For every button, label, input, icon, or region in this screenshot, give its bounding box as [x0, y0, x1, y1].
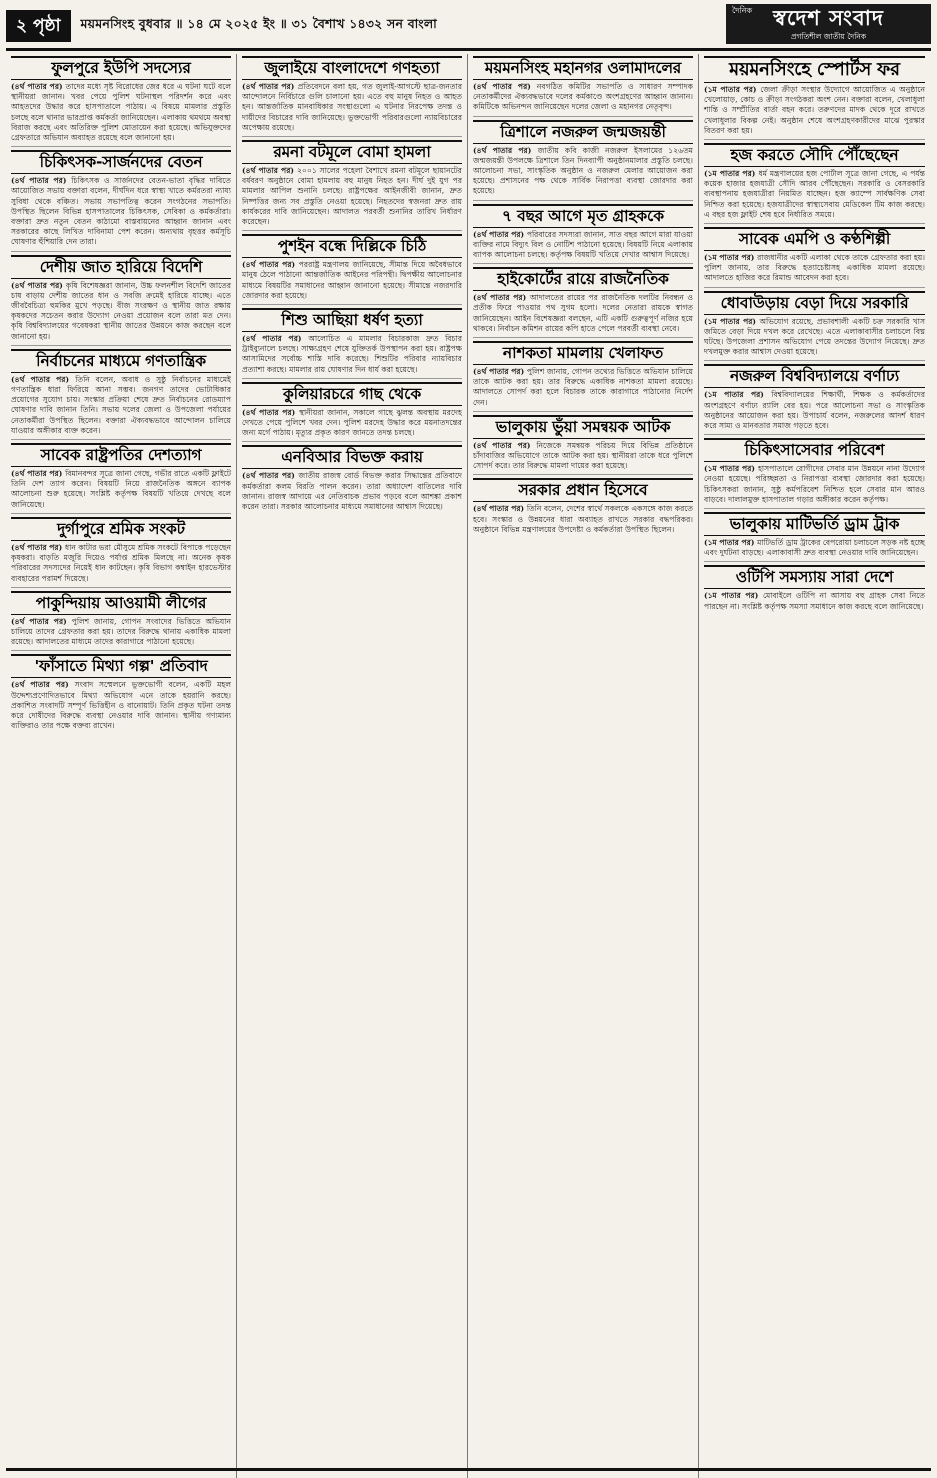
article-jump-label: (৪র্থ পাতার পর) — [11, 680, 75, 690]
article-body — [473, 441, 693, 472]
article-body — [704, 390, 925, 431]
article-body — [242, 334, 462, 375]
article — [11, 517, 231, 588]
article-text: মাটিভর্তি ড্রাম ট্রাকের বেপরোয়া চলাচলে সড়ক নষ্ট হচ্ছে এবং দুর্ঘটনা বাড়ছে। এলাকাবাসী দ্রুত ব্যবস্থা নেওয়ার দাবি জানিয়েছেন। — [704, 538, 925, 558]
article-text: হাসপাতালে রোগীদের সেবার মান উন্নয়নে নানা উদ্যোগ নেওয়া হয়েছে। পরিচ্ছন্নতা ও নিরাপত্তা ব্যবস্থা জোরদার করা হয়েছে। চিকিৎসকরা জানান, সুষ্ঠু কর্মপরিবেশ নিশ্চিত হলে সেবার মান আরও বাড়বে। দালালমুক্ত হাসপাতাল গড়ার অঙ্গীকার করেন কর্তৃপক্ষ। — [704, 464, 925, 504]
newspaper-logo — [726, 4, 931, 44]
article-jump-label: (৪র্থ পাতার পর) — [473, 145, 538, 155]
article-jump-label: (৪র্থ পাতার পর) — [242, 82, 298, 91]
article-jump-label: (৪র্থ পাতার পর) — [473, 293, 530, 303]
article — [704, 227, 925, 288]
article-jump-label: (১ম পাতার পর) — [704, 390, 772, 400]
article-body — [704, 591, 925, 611]
article — [473, 415, 693, 476]
column-3 — [468, 54, 699, 1478]
article-headline: হজ করতে সৌদি পৌঁছেছেন — [704, 143, 925, 167]
article-headline: দেশীয় জাত হারিয়ে বিদেশি — [11, 255, 231, 279]
article-body — [473, 146, 693, 197]
article-text: ধর্ম মন্ত্রণালয়ের হজ পোর্টাল সূত্রে জানা গেছে, এ পর্যন্ত কয়েক হাজার হজযাত্রী সৌদি আরব পৌঁছেছেন। সরকারি ও বেসরকারি ব্যবস্থাপনায় হজযাত্রীরা নিয়মিত যাচ্ছেন। হজ ক্যাম্পে সার্বক্ষণিক সেবা নিশ্চিত করা হয়েছে। হজযাত্রীদের স্বাস্থ্যসেবায় মেডিকেল টিম কাজ করছে। এ বছর হজ ফ্লাইট শেষ হবে নির্ধারিত সময়ে। — [704, 169, 925, 219]
article-text: সংবাদ সম্মেলনে ভুক্তভোগী বলেন, একটি মহল উদ্দেশ্যপ্রণোদিতভাবে মিথ্যা অভিযোগ এনে তাকে হয়রানি করছে। প্রকাশিত সংবাদটি সম্পূর্ণ ভিত্তিহীন ও বানোয়াট। তিনি প্রকৃত ঘটনা তদন্ত করে দোষীদের বিরুদ্ধে ব্যবস্থা নেওয়ার দাবি জানান। স্থানীয় গণ্যমান্য ব্যক্তিরাও তার পক্ষে বক্তব্য রাখেন। — [11, 680, 231, 731]
article — [473, 478, 693, 538]
article-headline: পাকুন্দিয়ায় আওয়ামী লীগের — [11, 591, 231, 615]
article-body — [11, 281, 231, 342]
page-number: ২ পৃষ্ঠা — [6, 10, 71, 42]
column-4 — [699, 54, 930, 1478]
article-text: ধান কাটার ভরা মৌসুমে শ্রমিক সংকটে বিপাকে পড়েছেন কৃষকরা। বাড়তি মজুরি দিয়েও পর্যাপ্ত শ্রমিক মিলছে না। অনেক কৃষক পরিবারের সদস্যদের নিয়েই ধান কাটছেন। কৃষি বিভাগ কম্বাইন হারভেস্টার ব্যবহারের পরামর্শ দিয়েছে। — [11, 542, 231, 583]
article-body — [11, 617, 231, 648]
footer-rule — [6, 1468, 931, 1471]
article-text: আদালতের রায়ের পর রাজনৈতিক দলটির নিবন্ধন ও প্রতীক ফিরে পাওয়ার পথ সুগম হলো। দলের নেতারা রায়কে স্বাগত জানিয়েছেন। আইন বিশেষজ্ঞরা বলছেন, এটি একটি গুরুত্বপূর্ণ নজির হয়ে থাকবে। নির্বাচন কমিশন রায়ের কপি হাতে পেলে পরবর্তী ব্যবস্থা নেবে। — [473, 293, 694, 333]
logo-name: স্বদেশ সংবাদ — [773, 5, 884, 30]
article — [11, 56, 231, 147]
article — [11, 591, 231, 652]
article-jump-label: (৪র্থ পাতার পর) — [473, 367, 527, 377]
article-text: জাতীয় কবি কাজী নজরুল ইসলামের ১২৬তম জন্মজয়ন্তী উপলক্ষে ত্রিশালে তিন দিনব্যাপী অনুষ্ঠানমালার প্রস্তুতি চলছে। আলোচনা সভা, সাংস্কৃতিক অনুষ্ঠান ও নজরুল মেলার আয়োজন করা হয়েছে। প্রশাসনের পক্ষ থেকে সার্বিক নিরাপত্তা ব্যবস্থা জোরদার করা হয়েছে। — [473, 145, 694, 196]
article-body — [473, 82, 693, 113]
article-headline: রমনা বটমূলে বোমা হামলা — [242, 140, 462, 164]
article — [473, 341, 693, 412]
article-body — [11, 176, 231, 247]
article-text: পরিবারের সদস্যরা জানান, সাত বছর আগে মারা যাওয়া ব্যক্তির নামে বিদ্যুৎ বিল ও নোটিশ পাঠানো হয়েছে। বিষয়টি নিয়ে এলাকায় ব্যাপক আলোচনা চলছে। কর্তৃপক্ষ বিষয়টি খতিয়ে দেখার আশ্বাস দিয়েছে। — [473, 229, 693, 260]
article-text: তাদের মধ্যে সৃষ্ট বিরোধের জের ধরে এ ঘটনা ঘটে বলে স্থানীয়রা জানান। খবর পেয়ে পুলিশ ঘটনাস্থল পরিদর্শন করে এবং আহতদের উদ্ধার করে হাসপাতালে পাঠায়। এ বিষয়ে মামলার প্রস্তুতি চলছে বলে থানার ভারপ্রাপ্ত কর্মকর্তা জানিয়েছেন। এলাকায় থমথমে অবস্থা বিরাজ করছে এবং অতিরিক্ত পুলিশ মোতায়েন করা হয়েছে। অভিযুক্তদের গ্রেফতারে অভিযান অব্যাহত রয়েছে বলে জানানো হয়। — [11, 82, 231, 143]
article-body — [11, 543, 231, 584]
article-body — [242, 408, 462, 439]
article — [11, 443, 231, 514]
article-jump-label: (৪র্থ পাতার পর) — [11, 542, 65, 552]
masthead — [6, 4, 931, 51]
article-jump-label: (৪র্থ পাতার পর) — [242, 334, 309, 344]
article-jump-label: (১ম পাতার পর) — [704, 169, 759, 179]
article-jump-label: (৪র্থ পাতার পর) — [242, 407, 299, 417]
article-headline: 'ফাঁসাতে মিথ্যা গল্প' প্রতিবাদ — [11, 654, 231, 678]
article-headline: ধোবাউড়ায় বেড়া দিয়ে সরকারি — [704, 291, 925, 315]
article-headline: হাইকোর্টের রায়ে রাজনৈতিক — [473, 267, 693, 291]
article-text: জেলা ক্রীড়া সংস্থার উদ্যোগে আয়োজিত এ অনুষ্ঠানে খেলোয়াড়, কোচ ও ক্রীড়া সংগঠকরা অংশ নেন। বক্তারা বলেন, খেলাধুলা শান্তি ও সম্প্রীতির বার্তা বহন করে। তরুণদের মাদক থেকে দূরে রাখতে খেলাধুলার বিকল্প নেই। অনুষ্ঠান শেষে অংশগ্রহণকারীদের মাঝে পুরস্কার বিতরণ করা হয়। — [704, 85, 925, 135]
article — [704, 565, 925, 614]
article-headline: জুলাইয়ে বাংলাদেশে গণহত্যা — [242, 56, 462, 80]
article-body — [11, 375, 231, 436]
article — [242, 234, 462, 305]
article — [473, 204, 693, 265]
article-headline: দুর্গাপুরে শ্রমিক সংকট — [11, 517, 231, 541]
article-body — [704, 317, 925, 358]
article-body — [242, 260, 462, 301]
article-jump-label: (৪র্থ পাতার পর) — [11, 82, 66, 91]
article — [473, 120, 693, 201]
article-body — [473, 504, 693, 535]
article-text: পুলিশ জানায়, গোপন সংবাদের ভিত্তিতে অভিযান চালিয়ে তাদের গ্রেফতার করা হয়। তাদের বিরুদ্ধে থানায় একাধিক মামলা রয়েছে। আদালতের মাধ্যমে তাদের কারাগারে পাঠানো হয়েছে। — [11, 616, 231, 647]
column-2 — [237, 54, 468, 1478]
article-jump-label: (৪র্থ পাতার পর) — [11, 469, 66, 479]
article — [704, 143, 925, 224]
article-text: অভিযোগ রয়েছে, প্রভাবশালী একটি চক্র সরকারি খাস জমিতে বেড়া দিয়ে দখল করে রেখেছে। এতে এলাকাবাসীর চলাচলে বিঘ্ন ঘটছে। উপজেলা প্রশাসন অভিযোগ পেয়ে তদন্তের উদ্যোগ নিয়েছে। দ্রুত দখলমুক্ত করার আশ্বাস দেওয়া হয়েছে। — [704, 316, 925, 357]
column-1 — [6, 54, 237, 1478]
article-headline: নাশকতা মামলায় খেলাফত — [473, 341, 693, 365]
article — [242, 56, 462, 137]
article-body — [11, 680, 231, 731]
article-headline: এনবিআর বিভক্ত করায় — [242, 445, 462, 469]
article-jump-label: (১ম পাতার পর) — [704, 253, 758, 263]
article — [704, 291, 925, 362]
article-body — [242, 471, 462, 512]
article-headline: নির্বাচনের মাধ্যমে গণতান্ত্রিক — [11, 349, 231, 373]
article-text: আলোচিত এ মামলার বিচারকাজ দ্রুত বিচার ট্রাইব্যুনালে চলছে। সাক্ষ্যগ্রহণ শেষে যুক্তিতর্ক উপস্থাপন করা হয়। রাষ্ট্রপক্ষ আসামিদের সর্বোচ্চ শাস্তি দাবি করেছে। শিশুটির পরিবার ন্যায়বিচার প্রত্যাশা করছে। মামলার রায় ঘোষণার দিন ধার্য করা হয়েছে। — [242, 334, 462, 374]
article-text: কৃষি বিশেষজ্ঞরা জানান, উচ্চ ফলনশীল বিদেশি জাতের চাষ বাড়ায় দেশীয় জাতের ধান ও সবজি ক্রমেই হারিয়ে যাচ্ছে। এতে জীববৈচিত্র্য হুমকির মুখে পড়ছে। বীজ সংরক্ষণ ও স্থানীয় জাত রক্ষায় কৃষকদের সচেতন করার উদ্যোগ নেওয়া প্রয়োজন বলে তারা মত দেন। কৃষি বিশ্ববিদ্যালয়ের গবেষকরা স্থানীয় জাতের উন্নয়নে কাজ করছেন বলে জানানো হয়। — [11, 280, 231, 341]
article-jump-label: (৪র্থ পাতার পর) — [473, 82, 537, 91]
article-body — [473, 367, 693, 408]
article-body — [704, 464, 925, 505]
article-jump-label: (১ম পাতার পর) — [704, 538, 758, 548]
article-text: চিকিৎসক ও সার্জনদের বেতন-ভাতা বৃদ্ধির দাবিতে আয়োজিত সভায় বক্তারা বলেন, দীর্ঘদিন ধরে স্বাস্থ্য খাতে কর্মরতরা ন্যায্য সুবিধা থেকে বঞ্চিত। সভায় সভাপতিত্ব করেন সংগঠনের সভাপতি। উপস্থিত ছিলেন বিভিন্ন হাসপাতালের চিকিৎসক, সেবিকা ও কর্মকর্তারা। বক্তারা দ্রুত নতুন বেতন কাঠামো বাস্তবায়নের আহ্বান জানান এবং সরকারের কাছে লিখিত দাবিনামা পেশ করেন। অন্যথায় বৃহত্তর কর্মসূচি ঘোষণার হুঁশিয়ারি দেন তারা। — [11, 176, 231, 247]
article-jump-label: (৪র্থ পাতার পর) — [242, 471, 299, 481]
article-headline: চিকিৎসক-সার্জনদের বেতন — [11, 150, 231, 174]
article-headline: ওটিপি সমস্যায় সারা দেশে — [704, 565, 925, 589]
article-body — [242, 166, 462, 227]
article-headline: কুলিয়ারচরে গাছ থেকে — [242, 382, 462, 406]
article-body — [473, 230, 693, 261]
article-headline: ফুলপুরে ইউপি সদস্যের — [11, 56, 231, 80]
article-headline: সাবেক এমপি ও কণ্ঠশিল্পী — [704, 227, 925, 251]
article-headline: ভালুকায় ভুঁয়া সমন্বয়ক আটক — [473, 415, 693, 439]
article-jump-label: (৪র্থ পাতার পর) — [11, 616, 72, 626]
article — [473, 56, 693, 117]
article — [704, 364, 925, 435]
article-jump-label: (১ম পাতার পর) — [704, 85, 761, 94]
article — [11, 255, 231, 346]
article-text: নবগঠিত কমিটির সভাপতি ও সাধারণ সম্পাদক নেতাকর্মীদের ঐক্যবদ্ধভাবে দলের কর্মকাণ্ডে অংশগ্রহণের আহ্বান জানান। কমিটিকে অভিনন্দন জানিয়েছেন দলের জেলা ও মহানগর নেতৃবৃন্দ। — [473, 82, 693, 112]
article-headline: সরকার প্রধান হিসেবে — [473, 478, 693, 502]
article-jump-label: (১ম পাতার পর) — [704, 316, 760, 326]
logo-daily-label: দৈনিক — [732, 6, 753, 15]
article — [11, 349, 231, 440]
article-text: তিনি বলেন, অবাধ ও সুষ্ঠু নির্বাচনের মাধ্যমেই গণতান্ত্রিক ধারা ফিরিয়ে আনা সম্ভব। জনগণ তাদের ভোটাধিকার প্রয়োগের সুযোগ চায়। সংস্কার প্রক্রিয়া শেষে দ্রুত নির্বাচনের রোডম্যাপ ঘোষণার দাবি জানান তিনি। সভায় দলের জেলা ও উপজেলা পর্যায়ের নেতাকর্মীরা উপস্থিত ছিলেন। বক্তারা ঐক্যবদ্ধভাবে আন্দোলন চালিয়ে যাওয়ার অঙ্গীকার ব্যক্ত করেন। — [11, 374, 231, 435]
article-text: বিশ্ববিদ্যালয়ের শিক্ষার্থী, শিক্ষক ও কর্মকর্তাদের অংশগ্রহণে বর্ণাঢ্য র‍্যালি বের হয়। পরে আলোচনা সভা ও সাংস্কৃতিক অনুষ্ঠানের আয়োজন করা হয়। উপাচার্য বলেন, নজরুলের আদর্শ ধারণ করে সাম্য ও মানবতার সমাজ গড়তে হবে। — [704, 390, 925, 431]
article-text: বিমানবন্দর সূত্রে জানা গেছে, গভীর রাতে একটি ফ্লাইটে তিনি দেশ ত্যাগ করেন। বিষয়টি নিয়ে রাজনৈতিক অঙ্গনে ব্যাপক আলোচনা শুরু হয়েছে। সংশ্লিষ্ট কর্তৃপক্ষ বিষয়টি খতিয়ে দেখছে বলে জানিয়েছে। — [11, 469, 231, 509]
article-headline: ৭ বছর আগে মৃত গ্রাহককে — [473, 204, 693, 228]
article-text: তিনি বলেন, দেশের স্বার্থে সকলকে একসঙ্গে কাজ করতে হবে। সংস্কার ও উন্নয়নের ধারা অব্যাহত রাখতে সরকার বদ্ধপরিকর। অনুষ্ঠানে বিভিন্ন মন্ত্রণালয়ের উপদেষ্টা ও কর্মকর্তারা উপস্থিত ছিলেন। — [473, 504, 694, 534]
article-jump-label: (১ম পাতার পর) — [704, 591, 763, 601]
logo-tagline: প্রগতিশীল জাতীয় দৈনিক — [790, 32, 867, 41]
article-jump-label: (৪র্থ পাতার পর) — [11, 176, 72, 186]
article-text: পুলিশ জানায়, গোপন তথ্যের ভিত্তিতে অভিযান চালিয়ে তাকে আটক করা হয়। তার বিরুদ্ধে একাধিক নাশকতা মামলা রয়েছে। আদালতে সোপর্দ করা হলে বিচারক তাকে কারাগারে পাঠানোর নির্দেশ দেন। — [473, 367, 693, 407]
article-jump-label: (৪র্থ পাতার পর) — [242, 166, 298, 176]
article-text: প্রতিবেদনে বলা হয়, গত জুলাই-আগস্টে ছাত্র-জনতার আন্দোলনে নির্বিচারে গুলি চালানো হয়। এতে বহু মানুষ নিহত ও আহত হন। আন্তর্জাতিক মানবাধিকার সংস্থাগুলো এ ঘটনার নিরপেক্ষ তদন্ত ও দায়ীদের বিচারের দাবি জানিয়েছে। ভুক্তভোগী পরিবারগুলো ন্যায়বিচারের অপেক্ষায় রয়েছে। — [242, 82, 462, 132]
article-jump-label: (৪র্থ পাতার পর) — [11, 374, 76, 384]
article-headline: চিকিৎসাসেবার পরিবেশ — [704, 438, 925, 462]
article-body — [704, 538, 925, 558]
article — [242, 308, 462, 379]
article — [242, 445, 462, 515]
article-body — [704, 85, 925, 136]
article-body — [11, 469, 231, 510]
article-jump-label: (৪র্থ পাতার পর) — [473, 440, 537, 450]
article-text: ২০০১ সালের পহেলা বৈশাখে রমনা বটমূলে ছায়ানটের বর্ষবরণ অনুষ্ঠানে বোমা হামলায় বহু মানুষ নিহত হন। দীর্ঘ দুই যুগ পর মামলার আপিল শুনানি চলছে। রাষ্ট্রপক্ষের আইনজীবী জানান, দ্রুত নিষ্পত্তির জন্য সব প্রস্তুতি নেওয়া হয়েছে। নিহতদের স্বজনরা দ্রুত রায় কার্যকরের দাবি জানিয়েছেন। আদালত পরবর্তী শুনানির তারিখ নির্ধারণ করেছেন। — [242, 166, 462, 227]
article-text: স্থানীয়রা জানান, সকালে গাছে ঝুলন্ত অবস্থায় মরদেহ দেখতে পেয়ে পুলিশে খবর দেন। পুলিশ মরদেহ উদ্ধার করে ময়নাতদন্তের জন্য মর্গে পাঠায়। মৃত্যুর প্রকৃত কারণ জানতে তদন্ত চলছে। — [242, 407, 462, 438]
article-body — [704, 169, 925, 220]
article — [704, 56, 925, 140]
article-jump-label: (১ম পাতার পর) — [704, 464, 758, 474]
article — [704, 512, 925, 562]
article-jump-label: (৪র্থ পাতার পর) — [11, 280, 66, 290]
article — [473, 267, 693, 338]
article-jump-label: (৪র্থ পাতার পর) — [473, 229, 527, 239]
article-headline: সাবেক রাষ্ট্রপতির দেশত্যাগ — [11, 443, 231, 467]
article — [11, 150, 231, 251]
article-text: জাতীয় রাজস্ব বোর্ড বিভক্ত করার সিদ্ধান্তের প্রতিবাদে কর্মকর্তারা কলম বিরতি পালন করেন। তারা অধ্যাদেশ বাতিলের দাবি জানান। রাজস্ব আদায়ে এর নেতিবাচক প্রভাব পড়বে বলে আশঙ্কা প্রকাশ করেন তারা। সরকার আলোচনার মাধ্যমে সমাধানের আশ্বাস দিয়েছে। — [242, 471, 463, 512]
dateline: ময়মনসিংহ বুধবার ॥ ১৪ মে ২০২৫ ইং ॥ ৩১ বৈশাখ ১৪৩২ সন বাংলা — [80, 16, 437, 31]
article-headline: ময়মনসিংহ মহানগর ওলামাদলের — [473, 56, 693, 80]
article — [704, 438, 925, 509]
columns — [6, 54, 931, 1478]
article — [11, 654, 231, 734]
article-body — [242, 82, 462, 133]
article-text: মোবাইলে ওটিপি না আসায় বহু গ্রাহক সেবা নিতে পারছেন না। সংশ্লিষ্ট কর্তৃপক্ষ সমস্যা সমাধানে কাজ করছে বলে জানিয়েছে। — [704, 591, 925, 611]
article — [242, 140, 462, 231]
article-text: রাজধানীর একটি এলাকা থেকে তাকে গ্রেফতার করা হয়। পুলিশ জানায়, তার বিরুদ্ধে হত্যাচেষ্টাসহ একাধিক মামলা রয়েছে। আদালতে হাজির করে রিমান্ড আবেদন করা হবে। — [704, 253, 925, 283]
article-body — [473, 293, 693, 334]
article-jump-label: (৪র্থ পাতার পর) — [473, 504, 527, 514]
article-headline: ময়মনসিংহে স্পোর্টস ফর — [704, 56, 925, 83]
article — [242, 382, 462, 443]
article-body — [11, 82, 231, 143]
article-headline: শিশু আছিয়া ধর্ষণ হত্যা — [242, 308, 462, 332]
article-body — [704, 253, 925, 284]
article-text: নিজেকে সমন্বয়ক পরিচয় দিয়ে বিভিন্ন প্রতিষ্ঠানে চাঁদাবাজির অভিযোগে তাকে আটক করা হয়। স্থানীয়রা তাকে ধরে পুলিশে সোপর্দ করে। তার বিরুদ্ধে মামলা দায়ের করা হয়েছে। — [473, 440, 693, 471]
article-headline: ত্রিশালে নজরুল জন্মজয়ন্তী — [473, 120, 693, 144]
article-headline: পুশইন বন্ধে দিল্লিকে চিঠি — [242, 234, 462, 258]
article-text: পররাষ্ট্র মন্ত্রণালয় জানিয়েছে, সীমান্ত দিয়ে অবৈধভাবে মানুষ ঠেলে পাঠানো আন্তর্জাতিক আইনের পরিপন্থী। দ্বিপক্ষীয় আলোচনার মাধ্যমে বিষয়টির সমাধানের আহ্বান জানানো হয়েছে। সীমান্তে নজরদারি জোরদার করা হয়েছে। — [242, 260, 462, 300]
article-headline: নজরুল বিশ্ববিদ্যালয়ে বর্ণাঢ্য — [704, 364, 925, 388]
article-headline: ভালুকায় মাটিভর্তি ড্রাম ট্রাক — [704, 512, 925, 536]
article-jump-label: (৪র্থ পাতার পর) — [242, 260, 299, 270]
